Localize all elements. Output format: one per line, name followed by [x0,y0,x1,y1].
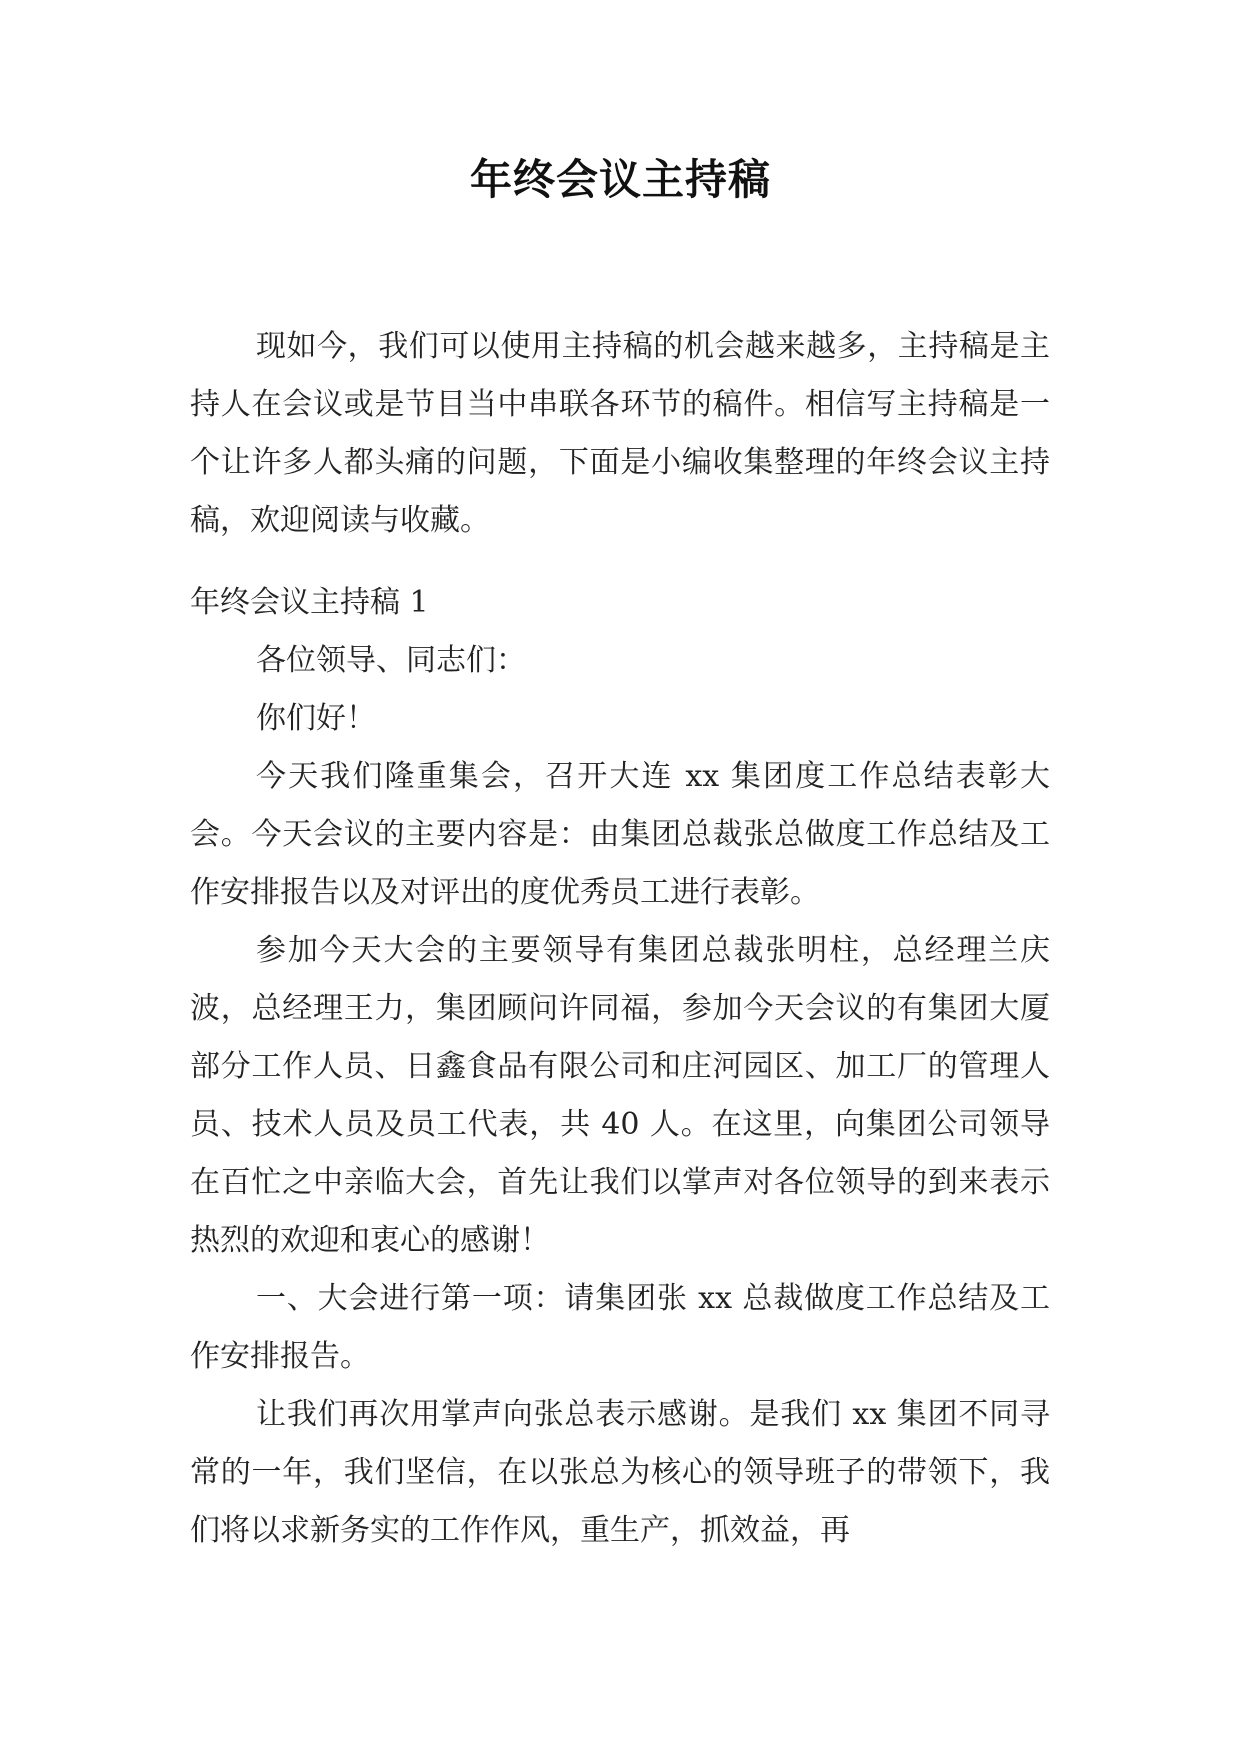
salutation-paragraph: 各位领导、同志们： [256,643,526,678]
intro-paragraph: 现如今，我们可以使用主持稿的机会越来越多，主持稿是主持人在会议或是节目当中串联各环节的稿件。相信写主持稿是一个让许多人都头痛的问题，下面是小编收集整理的年终会议主持稿，欢迎阅读与收藏。 [190,329,1050,538]
body-paragraph: 今天我们隆重集会，召开大连 xx 集团度工作总结表彰大会。今天会议的主要内容是：由集团总裁张总做度工作总结及工作安排报告以及对评出的度优秀员工进行表彰。 [190,759,1050,910]
body-paragraph: 一、大会进行第一项：请集团张 xx 总裁做度工作总结及工作安排报告。 [190,1281,1050,1374]
greeting-paragraph: 你们好！ [256,701,376,736]
document-title: 年终会议主持稿 [469,155,771,204]
document-body [190,574,1050,1560]
section-heading: 年终会议主持稿 1 [190,585,429,620]
body-paragraph: 参加今天大会的主要领导有集团总裁张明柱，总经理兰庆波，总经理王力，集团顾问许同福，参加今天会议的有集团大厦部分工作人员、日鑫食品有限公司和庄河园区、加工厂的管理人员、技术人员及员工代表，共 40 人。在这里，向集团公司领导在百忙之中亲临大会，首先让我们以掌声对各位领导的到来表示热烈的欢迎和衷心的感谢！ [190,933,1050,1258]
body-paragraph: 让我们再次用掌声向张总表示感谢。是我们 xx 集团不同寻常的一年，我们坚信，在以张总为核心的领导班子的带领下，我们将以求新务实的工作作风，重生产，抓效益，再 [190,1397,1050,1548]
